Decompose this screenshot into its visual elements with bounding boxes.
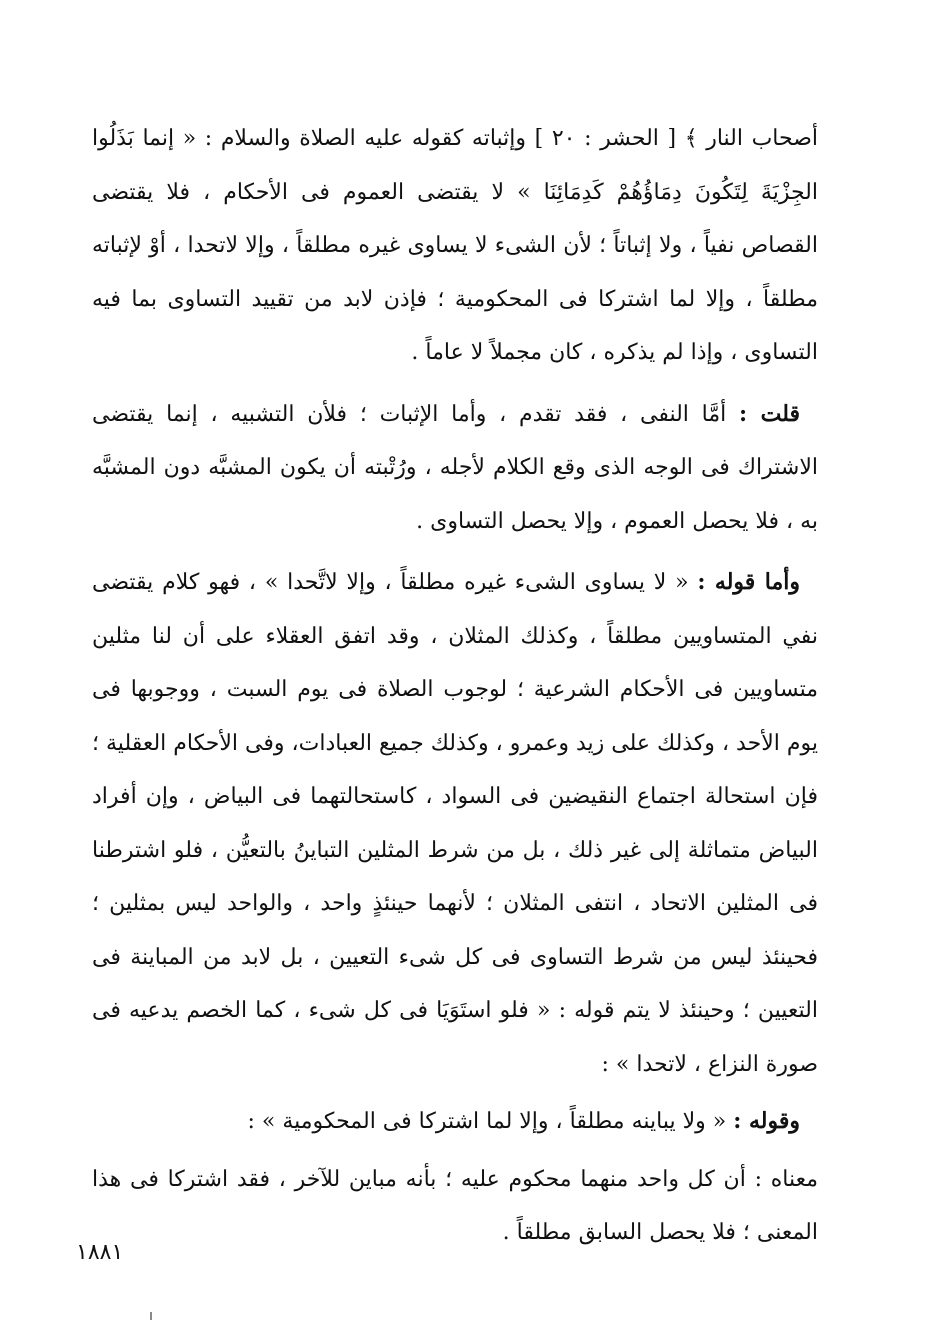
paragraph-text: « لا يساوى الشىء غيره مطلقاً ، وإلا لاتَّحدا » ، فهو كلام يقتضى نفي المتساويين مطلقاً ، وكذلك المثلان ، وقد اتفق العقلاء على أن لنا مثلين متساويين فى الأحكام الشرعية ؛ لوجوب الصلاة فى يوم السبت ، ووجوبها فى يوم الأحد ، وكذلك على زيد وعمرو ، وكذلك جميع العبادات، وفى الأحكام العقلية ؛ فإن استحالة اجتماع النقيضين فى السواد ، كاستحالتهما فى البياض ، وإن أفراد البياض متماثلة إلى غير ذلك ، بل من شرط المثلين التباينُ بالتعيُّن ، فلو اشترطنا فى المثلين الاتحاد ، انتفى المثلان ؛ لأنهما حينئذٍ واحد ، والواحد ليس بمثلين ؛ فحينئذ ليس من شرط التساوى فى كل شىء التعيين ، بل لابد من المباينة فى التعيين ؛ وحينئذ لا يتم قوله : « فلو استَوَيَا فى كل شىء ، كما الخصم يدعيه فى صورة النزاع ، لاتحدا » : — [92, 570, 818, 1077]
paragraph-text: « ولا يباينه مطلقاً ، وإلا لما اشتركا فى المحكومية » : — [247, 1109, 734, 1134]
paragraph-text: أصحاب النار ﴾ [ الحشر : ٢٠ ] وإثباته كقوله عليه الصلاة والسلام : « إنما بَذَلُوا الجِزْيَةَ لِتَكُونَ دِمَاؤُهُمْ كَدِمَائِنَا » لا يقتضى العموم فى الأحكام ، فلا يقتضى القصاص نفياً ، ولا إثباتاً ؛ لأن الشىء لا يساوى غيره مطلقاً ، وإلا لاتحدا ، أوْ لإثباته مطلقاً ، وإلا لما اشتركا فى المحكومية ؛ فإذن لابد من تقييد التساوى بما فيه التساوى ، وإذا لم يذكره ، كان مجملاً لا عاماً . — [92, 126, 818, 365]
paragraph-3 — [92, 556, 818, 1091]
paragraph-lead: قلت : — [739, 400, 800, 427]
body-text — [92, 112, 818, 1260]
paragraph-4 — [92, 1095, 818, 1149]
paragraph-text: أمَّا النفى ، فقد تقدم ، وأما الإثبات ؛ فلأن التشبيه ، إنما يقتضى الاشتراك فى الوجه الذى وقع الكلام لأجله ، ورُتْبته أن يكون المشبَّه دون المشبَّه به ، فلا يحصل العموم ، وإلا يحصل التساوى . — [92, 401, 818, 534]
paragraph-5 — [92, 1153, 818, 1260]
paragraph-1 — [92, 112, 818, 380]
paragraph-2 — [92, 388, 818, 549]
paragraph-lead: وأما قوله : — [697, 569, 800, 595]
page-number: ١٨٨١ — [76, 1240, 124, 1265]
paragraph-text: معناه : أن كل واحد منهما محكوم عليه ؛ بأنه مباين للآخر ، فقد اشتركا فى هذا المعنى ؛ فلا يحصل السابق مطلقاً . — [92, 1166, 818, 1245]
scan-speck — [150, 1312, 152, 1320]
paragraph-lead: وقوله : — [733, 1108, 800, 1134]
